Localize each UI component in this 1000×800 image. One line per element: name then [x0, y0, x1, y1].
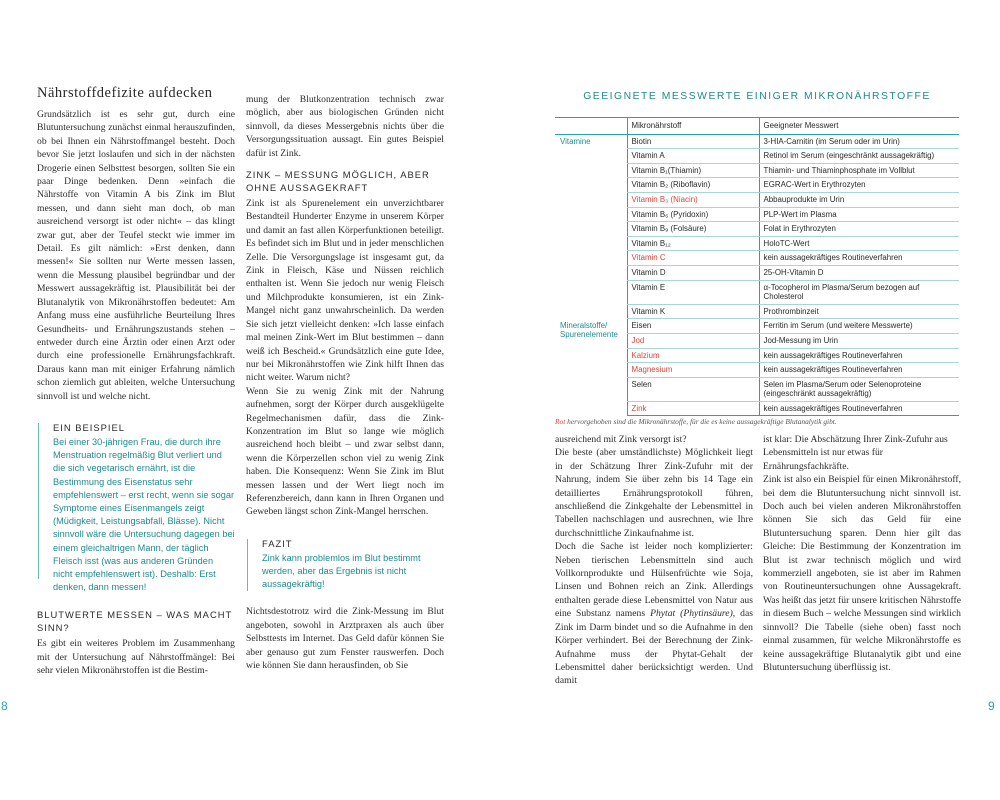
table-cell-measure: PLP-Wert im Plasma [759, 207, 959, 222]
page-number-left: 8 [1, 699, 8, 713]
table-header-value: Geeigneter Messwert [759, 118, 959, 135]
table-footnote-red: Rot [555, 417, 566, 426]
table-cell-nutrient: Vitamin E [627, 280, 759, 304]
table-cell-measure: Abbauprodukte im Urin [759, 192, 959, 207]
table-cell-nutrient: Vitamin B₁₂ [627, 236, 759, 251]
left-column-1 [37, 84, 235, 677]
table-cell-nutrient: Vitamin K [627, 304, 759, 319]
intro-paragraph: Grundsätzlich ist es sehr gut, durch eine Blutuntersuchung zunächst einmal herauszufinden, ob bei Ihnen ein Nährstoffmangel besteht. Doch bevor Sie jetzt loslaufen und sich in der nächsten Drogerie einen Selbsttest besorgen, sollten Sie ein paar Dinge bedenken. Denn »einfach die Nährstoffe von Vitamin A bis Zink im Blut messen, und dann sieht man doch, ob man ausreichend versorgt ist oder nicht« – das klingt zwar gut, aber der Teufel steckt wie immer im Detail. Es gilt nämlich: »Erst denken, dann messen!« Sie sollten nur Werte messen lassen, wenn die Messung plausibel begründbar und der Messwert aussagekräftig ist. Plausibilität bei der Blutanalytik von Mikronährstoffen bedeutet: Am Anfang muss eine ausführliche Beurteilung Ihres Gesundheits- und Ernährungszustands stehen – entweder durch eine Ärztin oder einen Arzt oder durch eine professionelle Ernährungsfachkraft. Daraus kann man mit einiger Erfahrung nämlich schon ziemlich gut ableiten, welche Untersuchung sinnvoll ist und welche nicht. [37, 109, 235, 402]
zink-paragraph-2: Wenn Sie zu wenig Zink mit der Nahrung aufnehmen, sorgt der Körper durch ausgeklügelte Regelmechanismen dafür, dass die Zink-Konzentration im Blut so lange wie möglich ausreichend hoch bleibt – und zwar selbst dann, wenn die Körperzellen schon viel zu wenig Zink haben. Die Konsequenz: Wenn Sie Zink im Blut messen lassen und der Wert liegt noch im Referenzbereich, dann kann in Ihren Organen und Geweben längst schon Zink-Mangel herrschen. [246, 385, 444, 518]
fazit-box [246, 537, 444, 592]
table-cell-measure: Selen im Plasma/Serum oder Selenoproteine (eingeschränkt aussagekräftig) [759, 377, 959, 401]
table-cell-measure: kein aussagekräftiges Routineverfahren [759, 251, 959, 266]
table-cell-nutrient: Vitamin D [627, 265, 759, 280]
table-header-group [555, 118, 627, 135]
table-footnote [555, 417, 959, 426]
table-header-nutrient: Mikronährstoff [627, 118, 759, 135]
table-cell-measure: Retinol im Serum (eingeschränkt aussagekräftig) [759, 149, 959, 164]
subheading-blutwerte: BLUTWERTE MESSEN – WAS MACHT SINN? [37, 609, 233, 634]
example-box [37, 421, 235, 594]
fazit-after-paragraph: Nichtsdestotrotz wird die Zink-Messung im Blut angeboten, sowohl in Arztpraxen als auch über Selbsttests im Internet. Das Geld dafür können Sie aber genauso gut zum Fenster rauswerfen. Doch wie können Sie dann herausfinden, ob Sie [246, 606, 444, 672]
table-cell-nutrient: Jod [627, 333, 759, 348]
fazit-box-text: Zink kann problemlos im Blut bestimmt werden, aber das Ergebnis ist nicht aussagekräftig! [262, 552, 421, 590]
table-row [555, 319, 959, 334]
table-header-row [555, 118, 959, 135]
col3-italic-phytat: Phytat (Phytinsäure), [650, 608, 736, 620]
table-cell-measure: kein aussagekräftiges Routineverfahren [759, 348, 959, 363]
table-cell-nutrient: Zink [627, 401, 759, 416]
table-cell-measure: Ferritin im Serum (und weitere Messwerte) [759, 319, 959, 334]
table-cell-nutrient: Biotin [627, 134, 759, 149]
table-cell-measure: Jod-Messung im Urin [759, 333, 959, 348]
table-cell-measure: kein aussagekräftiges Routineverfahren [759, 363, 959, 378]
table-cell-measure: Folat in Erythrozyten [759, 222, 959, 237]
table-cell-measure: Prothrombinzeit [759, 304, 959, 319]
table-cell-nutrient: Kalzium [627, 348, 759, 363]
table-cell-nutrient: Magnesium [627, 363, 759, 378]
blutwerte-paragraph: Es gibt ein weiteres Problem im Zusammenhang mit der Untersuchung auf Nährstoffmängel: Bei sehr vielen Mikronährstoffen ist die Bestim- [37, 638, 235, 677]
table-cell-nutrient: Vitamin C [627, 251, 759, 266]
example-box-text: Bei einer 30-jährigen Frau, die durch ihre Menstruation regelmäßig Blut verliert und die sich vegetarisch ernährt, ist die Bestimmung des Eisenstatus sehr empfehlenswert – erst recht, wenn sie sogar Symptome eines Eisenmangels zeigt (Müdigkeit, Leistungsabfall, Blässe). Nicht sinnvoll wäre die Untersuchung dagegen bei einem gleichaltrigen Mann, der täglich Fleisch isst (was aus anderen Gründen nicht empfehlenswert ist). Deshalb: Erst denken, dann messen! [53, 436, 235, 593]
table-cell-nutrient: Eisen [627, 319, 759, 334]
section-heading: Nährstoffdefizite aufdecken [37, 85, 213, 101]
col3-paragraph-2: Die beste (aber umständlichste) Möglichkeit liegt in der Schätzung Ihrer Zink-Zufuhr mit der Nahrung, indem Sie über zehn bis 14 Tage ein detailliertes Ernährungsprotokoll führen, anschließend die Zinkgehalte der Lebensmittel in Tabellen nachschlagen und ausrechnen, wie Ihre durchschnittliche Zinkaufnahme ist. [555, 447, 753, 539]
example-box-rule [38, 423, 39, 579]
table-cell-nutrient: Vitamin A [627, 149, 759, 164]
col3-paragraph-3a: Doch die Sache ist leider noch komplizierter: Neben tierischen Lebensmitteln sind auch Vollkornprodukte und Hülsenfrüchte wie Soja, Linsen und Bohnen reich an Zink. Allerdings enthalten gerade diese Lebensmittel von Natur aus eine Substanz namens [555, 541, 753, 620]
blutwerte-continuation: mung der Blutkonzentration technisch zwar möglich, aber aus biologischen Gründen nicht sinnvoll, da dieses Messergebnis nichts über die Versorgungssituation aussagt. Ein gutes Beispiel dafür ist Zink. [246, 94, 444, 159]
table-body [555, 134, 959, 416]
col3-paragraph-3 [555, 540, 753, 687]
table-cell-measure: Thiamin- und Thiaminphosphate im Vollblut [759, 163, 959, 178]
table-row [555, 134, 959, 149]
table-title: GEEIGNETE MESSWERTE EINIGER MIKRONÄHRSTOFFE [583, 91, 931, 102]
col3-paragraph-3b: das Zink im Darm bindet und so die Aufnahme in den Körper verhindert. Bei der Berechnung der Zink-Aufnahme muss der Phytat-Gehalt der Lebensmittel daher berücksichtigt werden. Und damit [555, 608, 754, 687]
nutrient-table [555, 117, 959, 416]
table-cell-measure: kein aussagekräftiges Routineverfahren [759, 401, 959, 416]
fazit-box-title: FAZIT [262, 537, 293, 549]
zink-paragraph-1: Zink ist als Spurenelement ein unverzichtbarer Bestandteil Hunderter Enzyme in unserem Körper und damit an fast allen Körperfunktionen beteiligt. Es befindet sich im Blut und in jeder menschlichen Zelle. Die Versorgungslage ist insgesamt gut, da Zink in Fleisch, Käse und Nüssen reichlich enthalten ist. Wenn Sie jedoch nur wenig Fleisch und Milchprodukte konsumieren, ist ein Zink-Mangel nicht ganz unwahrscheinlich. Da werden Sie sich jetzt vielleicht denken: »Ich lasse einfach mal meinen Zink-Wert im Blut bestimmen – dann weiß ich Bescheid.« Grundsätzlich eine gute Idee, nur bei Mikronährstoffen wie Zink hilft Ihnen das nicht weiter. Warum nicht? [246, 198, 444, 384]
subheading-zink: ZINK – MESSUNG MÖGLICH, ABER OHNE AUSSAGEKRAFT [246, 169, 430, 194]
page-number-right: 9 [988, 699, 995, 713]
table-cell-nutrient: Vitamin B₆ (Pyridoxin) [627, 207, 759, 222]
table-cell-nutrient: Vitamin B₂ (Riboflavin) [627, 178, 759, 193]
table-cell-measure: HoloTC-Wert [759, 236, 959, 251]
table-cell-nutrient: Vitamin B₉ (Folsäure) [627, 222, 759, 237]
right-column-2 [763, 433, 961, 674]
col4-paragraph-2: Zink ist also ein Beispiel für einen Mikronährstoff, bei dem die Blutuntersuchung nicht sinnvoll ist. Doch auch bei vielen anderen Mikronährstoffen können Sie sich das Geld für eine Blutuntersuchung sparen. Denn hier gilt das Gleiche: Die Bestimmung der Konzentration im Blut ist zwar technisch möglich und wird kommerziell angeboten, sie ist aber im Rahmen von Routineuntersuchungen ohne Aussagekraft. Was heißt das jetzt für unsere kritischen Nährstoffe in diesem Buch – welche Messungen sind wirklich sinnvoll? Die Tabelle (siehe oben) fasst noch einmal zusammen, für welche Mikronährstoffe es keine aussagekräftige Blutanalytik gibt und eine Blutuntersuchung überflüssig ist. [763, 474, 961, 673]
table-cell-nutrient: Selen [627, 377, 759, 401]
col3-paragraph-1: ausreichend mit Zink versorgt ist? [555, 434, 687, 445]
table-cell-nutrient: Vitamin B₃ (Niacin) [627, 192, 759, 207]
table-cell-measure: α-Tocopherol im Plasma/Serum bezogen auf Cholesterol [759, 280, 959, 304]
table-cell-nutrient: Vitamin B₁(Thiamin) [627, 163, 759, 178]
table-group-label: Vitamine [560, 136, 591, 146]
right-column-1 [555, 433, 753, 688]
table-cell-measure: 3-HIA-Carnitin (im Serum oder im Urin) [759, 134, 959, 149]
example-box-title: EIN BEISPIEL [53, 421, 125, 433]
table-group-label: Mineralstoffe/ Spurenelemente [560, 320, 618, 340]
table-cell-measure: EGRAC-Wert in Erythrozyten [759, 178, 959, 193]
col4-paragraph-1: ist klar: Die Abschätzung Ihrer Zink-Zufuhr aus Lebensmitteln ist nur etwas für Ernährungsfachkräfte. [763, 434, 948, 472]
table-cell-measure: 25-OH-Vitamin D [759, 265, 959, 280]
left-column-2 [246, 93, 444, 672]
fazit-box-rule [247, 539, 248, 591]
table-footnote-text: hervorgehoben sind die Mikronährstoffe, für die es keine aussagekräftige Blutanalytik gibt. [567, 417, 837, 426]
